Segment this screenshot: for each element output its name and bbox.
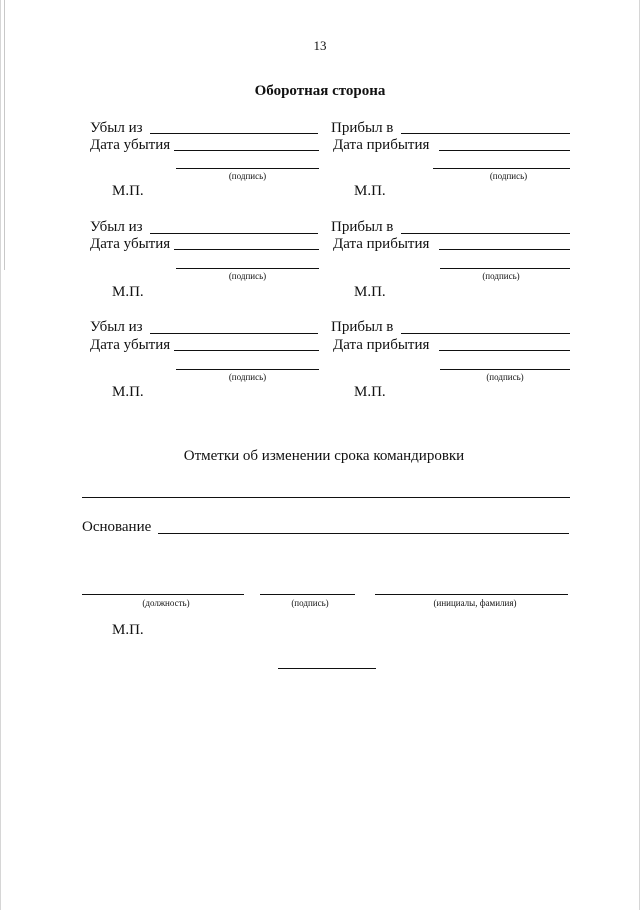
page-number: 13 bbox=[313, 38, 327, 53]
position-line[interactable] bbox=[82, 594, 244, 595]
departed-label: Убыл из bbox=[90, 120, 143, 136]
arrived-at-field[interactable] bbox=[401, 233, 570, 234]
arrival-date-label: Дата прибытия bbox=[333, 137, 430, 153]
stamp-label-left: М.П. bbox=[112, 284, 144, 300]
signature-caption-right: (подпись) bbox=[486, 372, 524, 382]
arrived-label: Прибыл в bbox=[331, 319, 394, 335]
arrival-date-field[interactable] bbox=[439, 150, 570, 151]
stamp-label: М.П. bbox=[112, 622, 144, 638]
stamp-label-right: М.П. bbox=[354, 284, 386, 300]
arrived-at-field[interactable] bbox=[401, 133, 570, 134]
position-caption: (должность) bbox=[142, 598, 190, 608]
signature-caption-left: (подпись) bbox=[228, 271, 267, 281]
basis-field[interactable] bbox=[158, 533, 569, 534]
signature-caption: (подпись) bbox=[291, 598, 329, 608]
signature-line-right[interactable] bbox=[440, 268, 570, 269]
signature-line-left[interactable] bbox=[176, 268, 319, 269]
end-divider bbox=[278, 668, 376, 669]
signature-caption-right: (подпись) bbox=[482, 271, 520, 281]
arrival-date-label: Дата прибытия bbox=[333, 236, 430, 252]
name-caption: (инициалы, фамилия) bbox=[433, 598, 517, 608]
departure-date-field[interactable] bbox=[174, 150, 319, 151]
arrival-date-field[interactable] bbox=[439, 249, 570, 250]
stamp-label-left: М.П. bbox=[112, 384, 144, 400]
arrived-label: Прибыл в bbox=[331, 120, 394, 136]
name-line[interactable] bbox=[375, 594, 568, 595]
departed-from-field[interactable] bbox=[150, 333, 318, 334]
arrival-date-field[interactable] bbox=[439, 350, 570, 351]
signature-caption-left: (подпись) bbox=[228, 372, 267, 382]
departed-label: Убыл из bbox=[90, 319, 143, 335]
basis-label: Основание bbox=[82, 519, 152, 535]
signature-caption-right: (подпись) bbox=[489, 171, 528, 181]
departed-from-field[interactable] bbox=[150, 233, 318, 234]
section-title: Отметки об изменении срока командировки bbox=[183, 448, 465, 464]
signature-line[interactable] bbox=[260, 594, 355, 595]
departure-date-field[interactable] bbox=[174, 350, 319, 351]
departed-label: Убыл из bbox=[90, 219, 143, 235]
arrived-at-field[interactable] bbox=[401, 333, 570, 334]
departure-date-label: Дата убытия bbox=[90, 137, 171, 153]
stamp-label-right: М.П. bbox=[354, 183, 386, 199]
arrival-date-label: Дата прибытия bbox=[333, 337, 430, 353]
changes-entry-line[interactable] bbox=[82, 497, 570, 498]
signature-line-left[interactable] bbox=[176, 168, 319, 169]
departed-from-field[interactable] bbox=[150, 133, 318, 134]
arrived-label: Прибыл в bbox=[331, 219, 394, 235]
signature-line-right[interactable] bbox=[433, 168, 570, 169]
departure-date-field[interactable] bbox=[174, 249, 319, 250]
departure-date-label: Дата убытия bbox=[90, 236, 171, 252]
signature-line-left[interactable] bbox=[176, 369, 319, 370]
stamp-label-left: М.П. bbox=[112, 183, 144, 199]
signature-line-right[interactable] bbox=[440, 369, 570, 370]
departure-date-label: Дата убытия bbox=[90, 337, 171, 353]
page-title: Оборотная сторона bbox=[254, 83, 386, 99]
signature-caption-left: (подпись) bbox=[228, 171, 267, 181]
stamp-label-right: М.П. bbox=[354, 384, 386, 400]
